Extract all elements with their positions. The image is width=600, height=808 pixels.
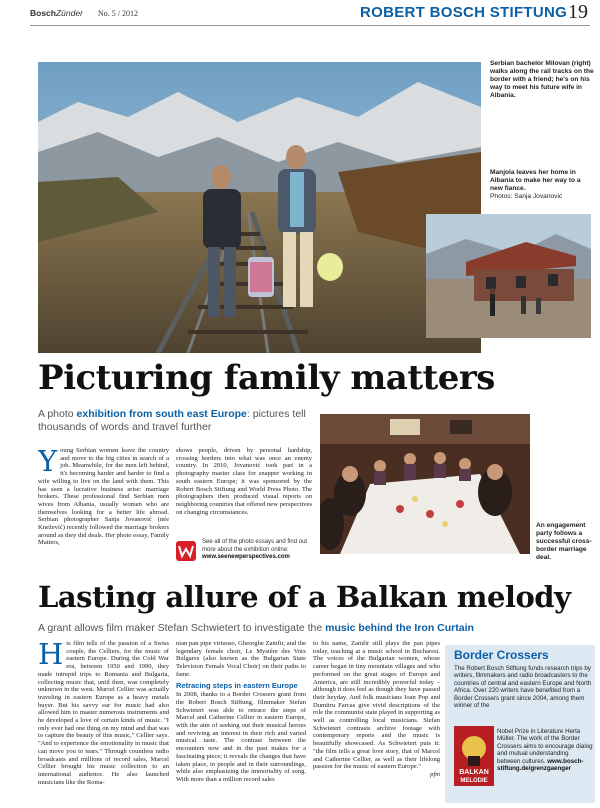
sub2-bold: music behind the Iron Curtain bbox=[325, 622, 474, 634]
article2-column-3 bbox=[313, 640, 440, 806]
house-photo-albania bbox=[426, 214, 591, 338]
article2-column-1 bbox=[38, 640, 169, 806]
author-signature: pfm bbox=[430, 770, 440, 778]
poster-title-line2: MELODIE bbox=[460, 778, 488, 784]
promo-text: See all of the photo essays and find out more about the exhibition online: bbox=[202, 539, 308, 553]
article1-subheadline bbox=[38, 408, 318, 433]
drop-cap-h: H bbox=[38, 640, 64, 671]
article2-col1-text: is film tells of the passion of a Swiss couple, the Celliers, for the music of eastern Europe. During the Cold War era, between 1950 and 1990, they made intrepid trips to Romania and Bulgaria, collecting music that, until then, was completely unknown in the west. Marcel Cellier was actually traveling in eastern Europe as a heavy metals buyer. But his savvy ear for music had also allowed him to master numerous instruments and he developed a love of certain kinds of music. "I only ever had one thing on my mind and that was to capture the beauty of this music," Cellier says. "And to experience the emotionality in music that can move you to tears." Through countless radio broadcasts and millions of record sales, Marcel Cellier brought his music collection to an international audience. He also launched musicians like the Roma- bbox=[38, 640, 169, 786]
caption-house-photo bbox=[490, 169, 594, 201]
section-title: ROBERT BOSCH STIFTUNG bbox=[360, 4, 568, 21]
caption-house-text: Manjola leaves her home in Albania to make her way to a new fiance. bbox=[490, 169, 581, 192]
sidebar-text-1: The Robert Bosch Stiftung funds research trips by writers, filmmakers and radio broadcasters to the countries of central and eastern Europe and North Africa. Over 220 writers have benefited from a Border Crossers grant since 2004, among them winner of the bbox=[454, 665, 592, 710]
caption-party-photo: An engagement party follows a successful cross-border marriage deal. bbox=[536, 522, 592, 561]
sidebar-title: Border Crossers bbox=[454, 648, 549, 662]
sub2-prefix: A grant allows film maker Stefan Schwietert to investigate the bbox=[38, 622, 326, 634]
promo-box bbox=[202, 539, 322, 562]
article1-headline: Picturing family matters bbox=[38, 358, 495, 398]
photo-credit: Photos: Sanja Jovanović bbox=[490, 193, 563, 200]
seenewperspectives-logo-icon bbox=[176, 541, 196, 561]
page-number: 19 bbox=[568, 1, 588, 23]
article2-col2-intro: nian pan pipe virtuoso, Gheorghe Zamfir, and the legendary female choir, Le Mystère des Voix Bulgares (also known as the Bulgarian State Television Female Vocal Choir) on their paths to fame. bbox=[176, 640, 306, 678]
article1-column-1 bbox=[38, 447, 169, 573]
publication-brand: BoschZünder bbox=[30, 8, 83, 18]
issue-number: No. 5 / 2012 bbox=[98, 9, 138, 18]
main-photo-rail-tracks bbox=[38, 62, 481, 353]
sidebar-url-link[interactable]: www.bosch-stiftung.de/grenzgaenger bbox=[497, 757, 584, 773]
article1-column-2: shows people, driven by personal hardship, crossing borders into what was once an enemy country. In 2010, Jovanović took part in a photography master class for snapper working in south eastern Europe; it was sponsored by the Robert Bosch Stiftung and World Press Photo. The photographers then produced visual reports on neighboring countries that offered new perspectives on changing circumstances. bbox=[176, 447, 312, 516]
article2-crosshead: Retracing steps in eastern Europe bbox=[176, 680, 298, 690]
caption-main-photo: Serbian bachelor Milovan (right) walks along the rail tracks on the border with a friend; he's on his way to meet his future wife in Albania. bbox=[490, 60, 594, 99]
balkan-melodie-poster bbox=[454, 726, 494, 786]
article2-subheadline bbox=[38, 622, 598, 635]
promo-link[interactable]: www.seenewperspectives.com bbox=[202, 554, 290, 560]
sidebar-text-2 bbox=[497, 728, 593, 772]
sub1-prefix: A photo bbox=[38, 408, 77, 420]
article2-col3-text: to his name, Zamfir still plays the pan pipes today, teaching at a music school in Bucharest. The voices of the Bulgarian women, whose career began in tiny mountain villages and who performed on the great stages of Europe and America, are still incredibly powerful today – although it does feel as though they have passed their heyday. And folk musicians Ioan Pop and Dumitru Farcas give vivid descriptions of the role the communist state played in supporting as well as controlling local musicians. Stefan Schwietert contrasts archive footage with contemporary reports and the music is beautifully showcased. As Schwietert puts it: "the film tells a great love story, that of Marcel and Catherine Cellier, as well as their lifelong passion for the music of eastern Europe." bbox=[313, 640, 440, 771]
sub1-bold: exhibition from south east Europe bbox=[76, 408, 247, 420]
engagement-party-photo bbox=[320, 414, 530, 554]
sub1-suffix: : pictures tell thousands of words and travel further bbox=[38, 408, 306, 433]
article1-col1-text: oung Serbian women leave the country and move to the big cities in search of a job. Meanwhile, for the men left behind, it's becoming harder and harder to find a wife willing to live on the land with them. This has seen a lucrative business arise: marriage brokers. These professional find Serbian men wives from Albania, usually women who are themselves looking for a better life abroad. Serbian photographer Sanja Jovanović (née Knežević) recently followed the marriage brokers around as they did deals. Her photo essay, Family Matters, bbox=[38, 447, 169, 547]
article2-column-2 bbox=[176, 640, 306, 806]
header-divider bbox=[30, 25, 590, 26]
article2-headline: Lasting allure of a Balkan melody bbox=[38, 580, 571, 614]
poster-title-line1: BALKAN bbox=[459, 769, 489, 776]
sidebar-text-2-body: Nobel Prize in Literature Herta Müller. The work of the Border Crossers aims to encourage dialog and mutual understanding between cultures. bbox=[497, 728, 593, 765]
article2-col2-body: In 2008, thanks to a Border Crossers grant from the Robert Bosch Stiftung, filmmaker Stefan Schwietert was able to retrace the steps of Marcel and Catherine Cellier in eastern Europe, with the aim of seeking out their musical heroes and reviving an interest in their rich and varied musical taste. The contrast between the encounters now and in the past makes for a fascinating piece; it reveals the changes that have taken place, in people and in their surroundings, while also emphasizing the immortality of song. With more than a million record sales bbox=[176, 691, 306, 783]
drop-cap-y: Y bbox=[38, 447, 58, 478]
